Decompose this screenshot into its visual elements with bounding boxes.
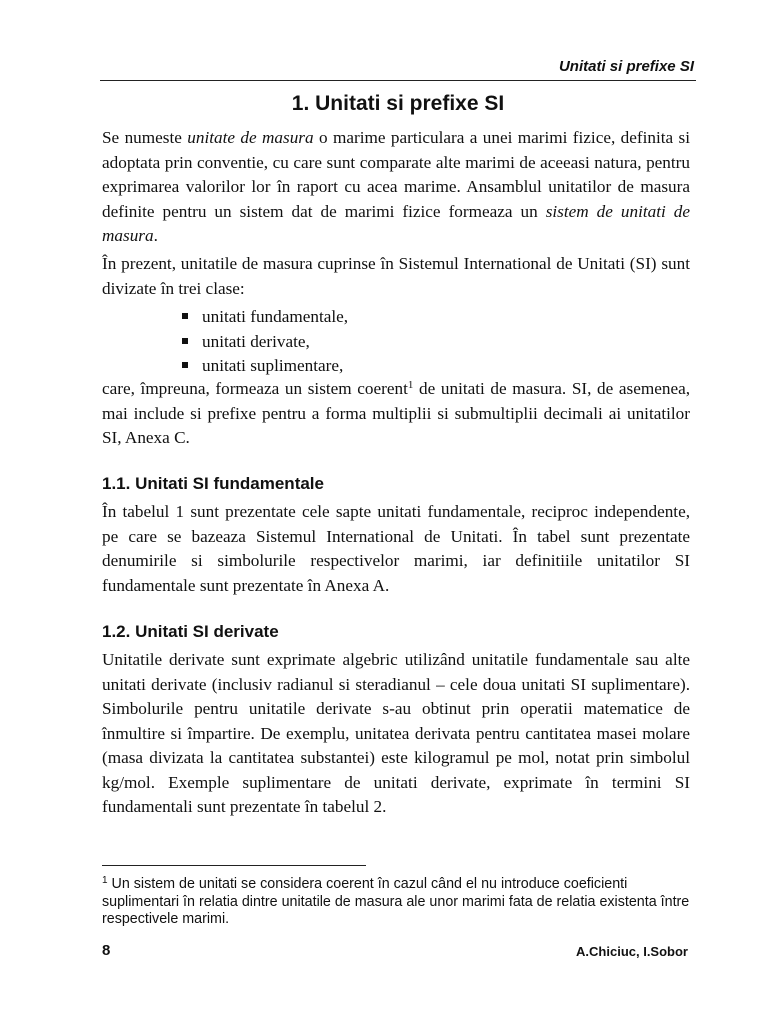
intro-paragraph-2: În prezent, unitatile de masura cuprinse în Sistemul International de Unitati (SI) sunt divizate în trei clase: — [102, 254, 690, 298]
footnote-marker: 1 — [102, 875, 108, 886]
section-heading-fundamentale: 1.1. Unitati SI fundamentale — [102, 474, 324, 493]
header-rule — [100, 80, 696, 81]
author-credit: A.Chiciuc, I.Sobor — [576, 944, 688, 959]
term-sistem-de-unitati: sistem de unitati de masura — [102, 201, 690, 245]
square-bullet-icon — [182, 362, 188, 368]
running-header: Unitati si prefixe SI — [558, 58, 694, 75]
footnote-reference: 1 — [407, 379, 414, 391]
square-bullet-icon — [182, 313, 188, 319]
list-item: unitati derivate, — [182, 330, 348, 355]
chapter-title: 1. Unitati si prefixe SI — [291, 92, 505, 115]
list-item: unitati fundamentale, — [182, 305, 348, 330]
section-text-fundamentale: În tabelul 1 sunt prezentate cele sapte unitati fundamentale, reciproc independente, pe care se bazeaza Sistemul International de Unitati. În tabel sunt prezentate denumirile si simbolurile respectivelor marimi, iar definitiile unitatilor SI fundamentale sunt prezentate în Anexa A. — [102, 502, 690, 595]
footnote: $^1$ Un sistem de unitati se considera coerent în cazul când el nu introduce coeficienti suplimentari în relatia dintre unitatile de masura ale unor marimi fata de relatia existenta între respectivele marimi. — [102, 875, 690, 927]
term-unitate-de-masura: unitate de masura — [187, 128, 314, 147]
section-heading-derivate: 1.2. Unitati SI derivate — [102, 622, 279, 641]
section-text-derivate: Unitatile derivate sunt exprimate algebric utilizând unitatile fundamentale sau alte unitati derivate (inclusiv radianul si steradianul – cele doua unitati SI suplimentare). Simbolurile pentru unitatile derivate s-au obtinut prin operatii matematice de înmultire si împartire. De exemplu, unitatea derivata pentru cantitatea masei molare (masa divizata la cantitatea substantei) este kilogramul pe mol, notat prin simbolul kg/mol. Exemple suplimentare de unitati derivate, exprimate în termini SI fundamentali sunt prezentate în tabelul 2. — [102, 650, 690, 816]
unit-classes-list — [182, 305, 348, 379]
list-item: unitati suplimentare, — [182, 354, 348, 379]
page-number: 8 — [102, 942, 111, 959]
footnote-rule — [102, 865, 366, 866]
intro-paragraph-3: care, împreuna, formeaza un sistem coerent$^1$ de unitati de masura. SI, de asemenea, mai include si prefixe pentru a forma multiplii si submultiplii decimali ai unitatilor SI, Anexa C. — [102, 379, 690, 447]
square-bullet-icon — [182, 338, 188, 344]
intro-paragraph-1: Se numeste unitate de masura o marime particulara a unei marimi fizice, definita si adoptata prin conventie, cu care sunt comparate alte marimi de aceeasi natura, pentru exprimarea valorilor lor în raport cu acea marime. Ansamblul unitatilor de masura definite pentru un sistem dat de marimi fizice formeaza un sistem de unitati de masura. — [102, 128, 691, 245]
